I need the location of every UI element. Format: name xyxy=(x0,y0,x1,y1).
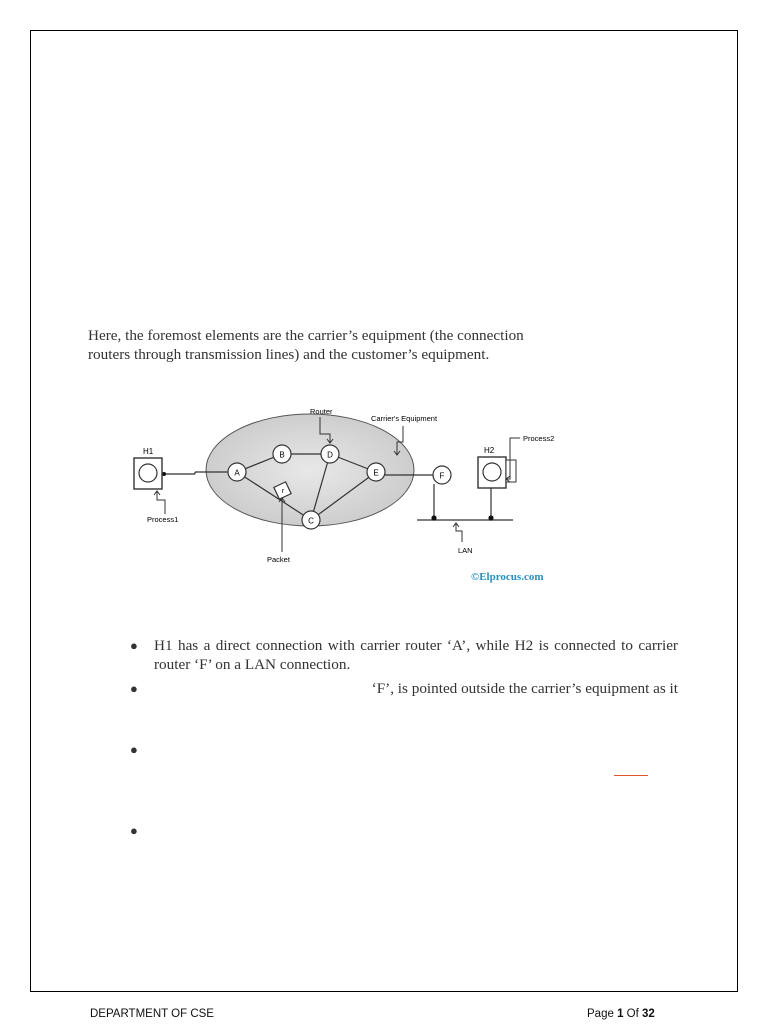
underline-mark xyxy=(614,775,648,776)
bullet-dot: ● xyxy=(130,823,138,838)
credit-text: ©Elprocus.com xyxy=(471,571,544,583)
router-e-label: E xyxy=(373,468,379,478)
intro-line-2: routers through transmission lines) and the customer’s equipment. xyxy=(88,346,490,363)
footer-department: DEPARTMENT OF CSE xyxy=(90,1008,214,1020)
process2-label: Process2 xyxy=(523,434,555,443)
h1-label: H1 xyxy=(143,447,154,456)
lan-label: LAN xyxy=(458,546,473,555)
network-diagram xyxy=(125,400,585,590)
router-e xyxy=(367,463,385,481)
bullet-dot: ● xyxy=(130,681,138,696)
bullet-text: ‘F’, is pointed outside the carrier’s equipment as it xyxy=(371,680,678,697)
host-h1 xyxy=(134,458,162,489)
router-c xyxy=(302,511,320,529)
h2-label: H2 xyxy=(484,446,495,455)
packet-label: Packet xyxy=(267,555,290,564)
router-d-label: D xyxy=(327,450,333,460)
bullet-text: H1 has a direct connection with carrier router ‘A’, while H2 is connected to carrier router ‘F’ on a LAN connection. xyxy=(154,637,678,673)
bullet-dot: ● xyxy=(130,742,138,757)
router-a xyxy=(228,463,246,481)
router-c-label: C xyxy=(308,516,314,526)
intro-line-1: Here, the foremost elements are the carrier’s equipment (the connection xyxy=(88,327,524,344)
svg-text:r: r xyxy=(281,488,285,495)
footer-page-number: Page 1 Of 32 xyxy=(587,1008,655,1020)
router-f-label: F xyxy=(439,471,445,481)
router-f xyxy=(433,466,451,484)
carriers-equipment-label: Carrier's Equipment xyxy=(371,414,438,423)
router-a-label: A xyxy=(234,468,240,478)
process1-label: Process1 xyxy=(147,515,179,524)
intro-paragraph xyxy=(88,326,608,364)
router-d xyxy=(321,445,339,463)
router-b-label: B xyxy=(279,450,285,460)
bullet-dot: ● xyxy=(130,638,138,653)
router-callout-label: Router xyxy=(310,407,333,416)
router-b xyxy=(273,445,291,463)
